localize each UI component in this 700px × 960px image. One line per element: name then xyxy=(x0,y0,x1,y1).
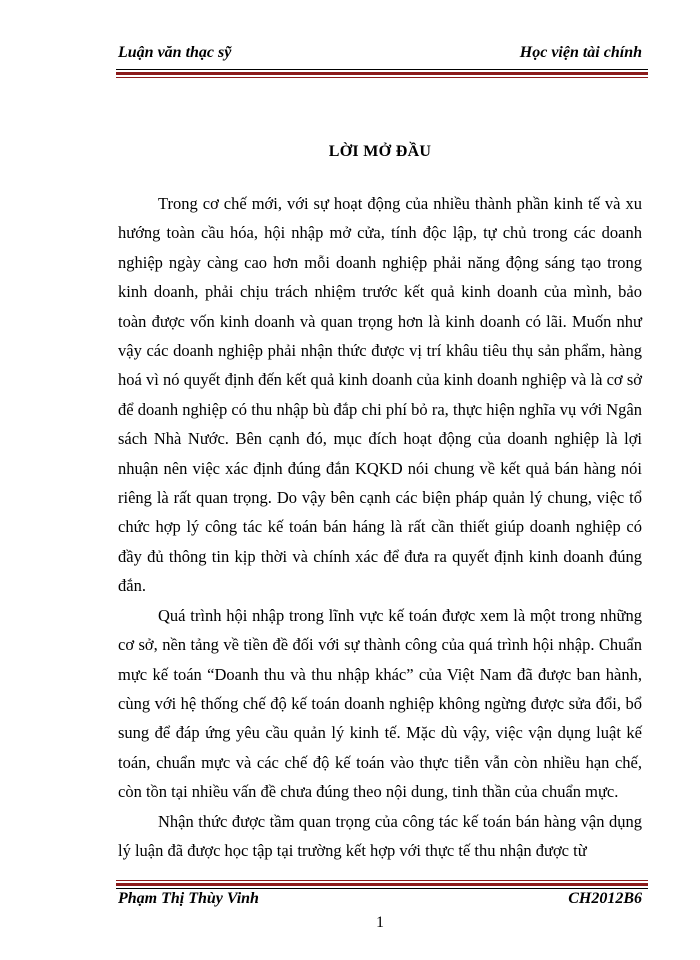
page-header xyxy=(118,44,642,68)
page-footer xyxy=(118,890,642,914)
header-rule-thin xyxy=(116,69,648,70)
header-left-text: Luận văn thạc sỹ xyxy=(118,44,232,61)
header-right-text: Học viện tài chính xyxy=(519,44,642,61)
footer-rule-thin-upper xyxy=(116,880,648,881)
footer-author: Phạm Thị Thùy Vinh xyxy=(118,890,259,907)
page-number: 1 xyxy=(376,914,384,931)
footer-code: CH2012B6 xyxy=(568,890,642,907)
page-title: LỜI MỞ ĐẦU xyxy=(328,143,432,160)
footer-rule-thick xyxy=(116,883,648,886)
footer-rule-thin xyxy=(116,888,648,889)
paragraph: Nhận thức được tầm quan trọng của công tác kế toán bán hàng vận dụng lý luận đã được học tập tại trường kết hợp với thực tế thu nhận được từ xyxy=(118,811,642,860)
paragraph: Quá trình hội nhập trong lĩnh vực kế toán được xem là một trong những cơ sở, nền tảng về tiền đề đối với sự thành công của quá trình hội nhập. Chuẩn mực kế toán “Doanh thu và thu nhập khác” của Việt Nam đã được ban hành, cùng với hệ thống chế độ kế toán doanh nghiệp không ngừng được sửa đổi, bổ sung để đáp ứng yêu cầu quản lý kinh tế. Mặc dù vậy, việc vận dụng luật kế toán, chuẩn mực và các chế độ kế toán vào thực tiễn vẫn còn nhiều hạn chế, còn tồn tại nhiều vấn đề chưa đúng theo nội dung, tinh thần của chuẩn mực. xyxy=(118,605,642,802)
header-rule-thick xyxy=(116,72,648,75)
header-rule-thin-lower xyxy=(116,77,648,78)
paragraph: Trong cơ chế mới, với sự hoạt động của nhiều thành phần kinh tế và xu hướng toàn cầu hóa, hội nhập mở cửa, tính độc lập, tự chủ trong các doanh nghiệp ngày càng cao hơn mỗi doanh nghiệp phải năng động sáng tạo trong kinh doanh, phải chịu trách nhiệm trước kết quả kinh doanh của mình, bảo toàn được vốn kinh doanh và quan trọng hơn là kinh doanh có lãi. Muốn như vậy các doanh nghiệp phải nhận thức được vị trí khâu tiêu thụ sản phẩm, hàng hoá vì nó quyết định đến kết quả kinh doanh của kinh doanh nghiệp và là cơ sở để doanh nghiệp có thu nhập bù đắp chi phí bỏ ra, thực hiện nghĩa vụ với Ngân sách Nhà Nước. Bên cạnh đó, mục đích hoạt động của doanh nghiệp là lợi nhuận nên việc xác định đúng đắn KQKD nói chung về kết quả bán hàng nói riêng là rất quan trọng. Do vậy bên cạnh các biện pháp quản lý chung, việc tổ chức hợp lý công tác kế toán bán háng là rất cần thiết giúp doanh nghiệp có đầy đủ thông tin kịp thời và chính xác để đưa ra quyết định kinh doanh đúng đắn. xyxy=(118,194,642,596)
body-text xyxy=(118,189,642,865)
